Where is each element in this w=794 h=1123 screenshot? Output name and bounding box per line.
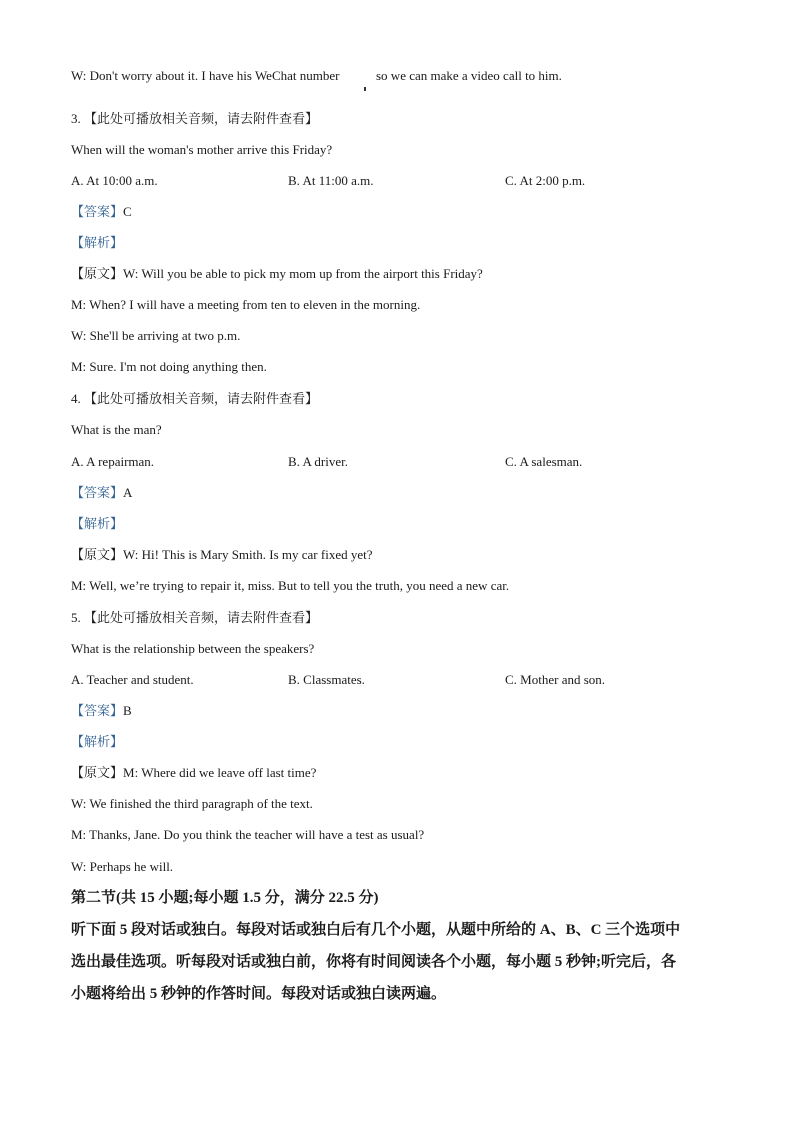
question-4-text: What is the man?: [71, 422, 162, 437]
question-3-transcript-2: M: When? I will have a meeting from ten to eleven in the morning.: [71, 297, 421, 312]
question-3-header: [71, 111, 318, 127]
question-5-text: What is the relationship between the speakers?: [71, 641, 315, 656]
question-5-transcript-4: W: Perhaps he will.: [71, 859, 174, 874]
section-2-instructions-line-1: 听下面 5 段对话或独白。每段对话或独白后有几个小题，从题中所给的 A、B、C 三个选项中: [71, 922, 681, 938]
answer-tag: 【答案】: [71, 485, 124, 500]
question-3-option-c: C. At 2:00 p.m.: [505, 173, 586, 188]
answer-value: B: [123, 703, 132, 718]
question-5-option-a: A. Teacher and student.: [71, 672, 194, 687]
answer-value: A: [123, 485, 133, 500]
question-3-transcript-4: M: Sure. I'm not doing anything then.: [71, 359, 267, 374]
section-2-title: 第二节(共 15 小题;每小题 1.5 分，满分 22.5 分): [71, 890, 379, 906]
question-3-text: When will the woman's mother arrive this Friday?: [71, 142, 333, 157]
question-5-answer: [71, 703, 132, 719]
answer-tag: 【答案】: [71, 204, 124, 219]
dialogue-text-part2: so we can make a video call to him.: [376, 68, 562, 83]
answer-value: C: [123, 204, 132, 219]
question-4-transcript-2: M: Well, we’re trying to repair it, miss. But to tell you the truth, you need a new car.: [71, 578, 510, 593]
answer-tag: 【答案】: [71, 703, 124, 718]
question-3-option-a: A. At 10:00 a.m.: [71, 173, 158, 188]
question-3-transcript-1: [71, 266, 483, 282]
question-5-transcript-3: M: Thanks, Jane. Do you think the teacher will have a test as usual?: [71, 827, 425, 842]
section-2-instructions-line-3: 小题将给出 5 秒钟的作答时间。每段对话或独白读两遍。: [71, 986, 447, 1002]
question-3-analysis-tag: 【解析】: [71, 235, 124, 250]
section-2-instructions-line-2: 选出最佳选项。听每段对话或独白前，你将有时间阅读各个小题，每小题 5 秒钟;听完后，各: [71, 954, 676, 970]
transcript-tag: 【原文】: [71, 547, 124, 562]
transcript-tag: 【原文】: [71, 266, 124, 281]
question-5-header: 5. 【此处可播放相关音频，请去附件查看】: [71, 610, 319, 625]
dialogue-line-continued: [376, 68, 562, 84]
question-5-option-b: B. Classmates.: [288, 672, 365, 687]
question-3-transcript-3: W: She'll be arriving at two p.m.: [71, 328, 241, 343]
transcript-tag: 【原文】: [71, 765, 124, 780]
question-3-option-b: B. At 11:00 a.m.: [288, 173, 374, 188]
question-5-transcript-2: W: We finished the third paragraph of the text.: [71, 796, 313, 811]
question-5-analysis-tag: 【解析】: [71, 734, 124, 749]
dialogue-text-part1: W: Don't worry about it. I have his WeChat number: [71, 68, 340, 83]
transcript-text: W: Hi! This is Mary Smith. Is my car fixed yet?: [123, 547, 373, 562]
question-4-answer: [71, 485, 132, 501]
dialogue-line: [71, 68, 339, 84]
question-3-header-text: 3. 【此处可播放相关音频，请去附件查看】: [71, 111, 319, 126]
question-5-transcript-1: [71, 765, 316, 781]
comma-mark: [364, 87, 366, 91]
question-4-option-c: C. A salesman.: [505, 454, 583, 469]
question-4-analysis-tag: 【解析】: [71, 516, 124, 531]
question-4-header: 4. 【此处可播放相关音频，请去附件查看】: [71, 391, 319, 406]
question-4-option-b: B. A driver.: [288, 454, 348, 469]
question-3-answer: [71, 204, 132, 220]
question-5-option-c: C. Mother and son.: [505, 672, 606, 687]
question-4-transcript-1: [71, 547, 373, 563]
question-4-option-a: A. A repairman.: [71, 454, 155, 469]
transcript-text: M: Where did we leave off last time?: [123, 765, 317, 780]
transcript-text: W: Will you be able to pick my mom up from the airport this Friday?: [123, 266, 483, 281]
